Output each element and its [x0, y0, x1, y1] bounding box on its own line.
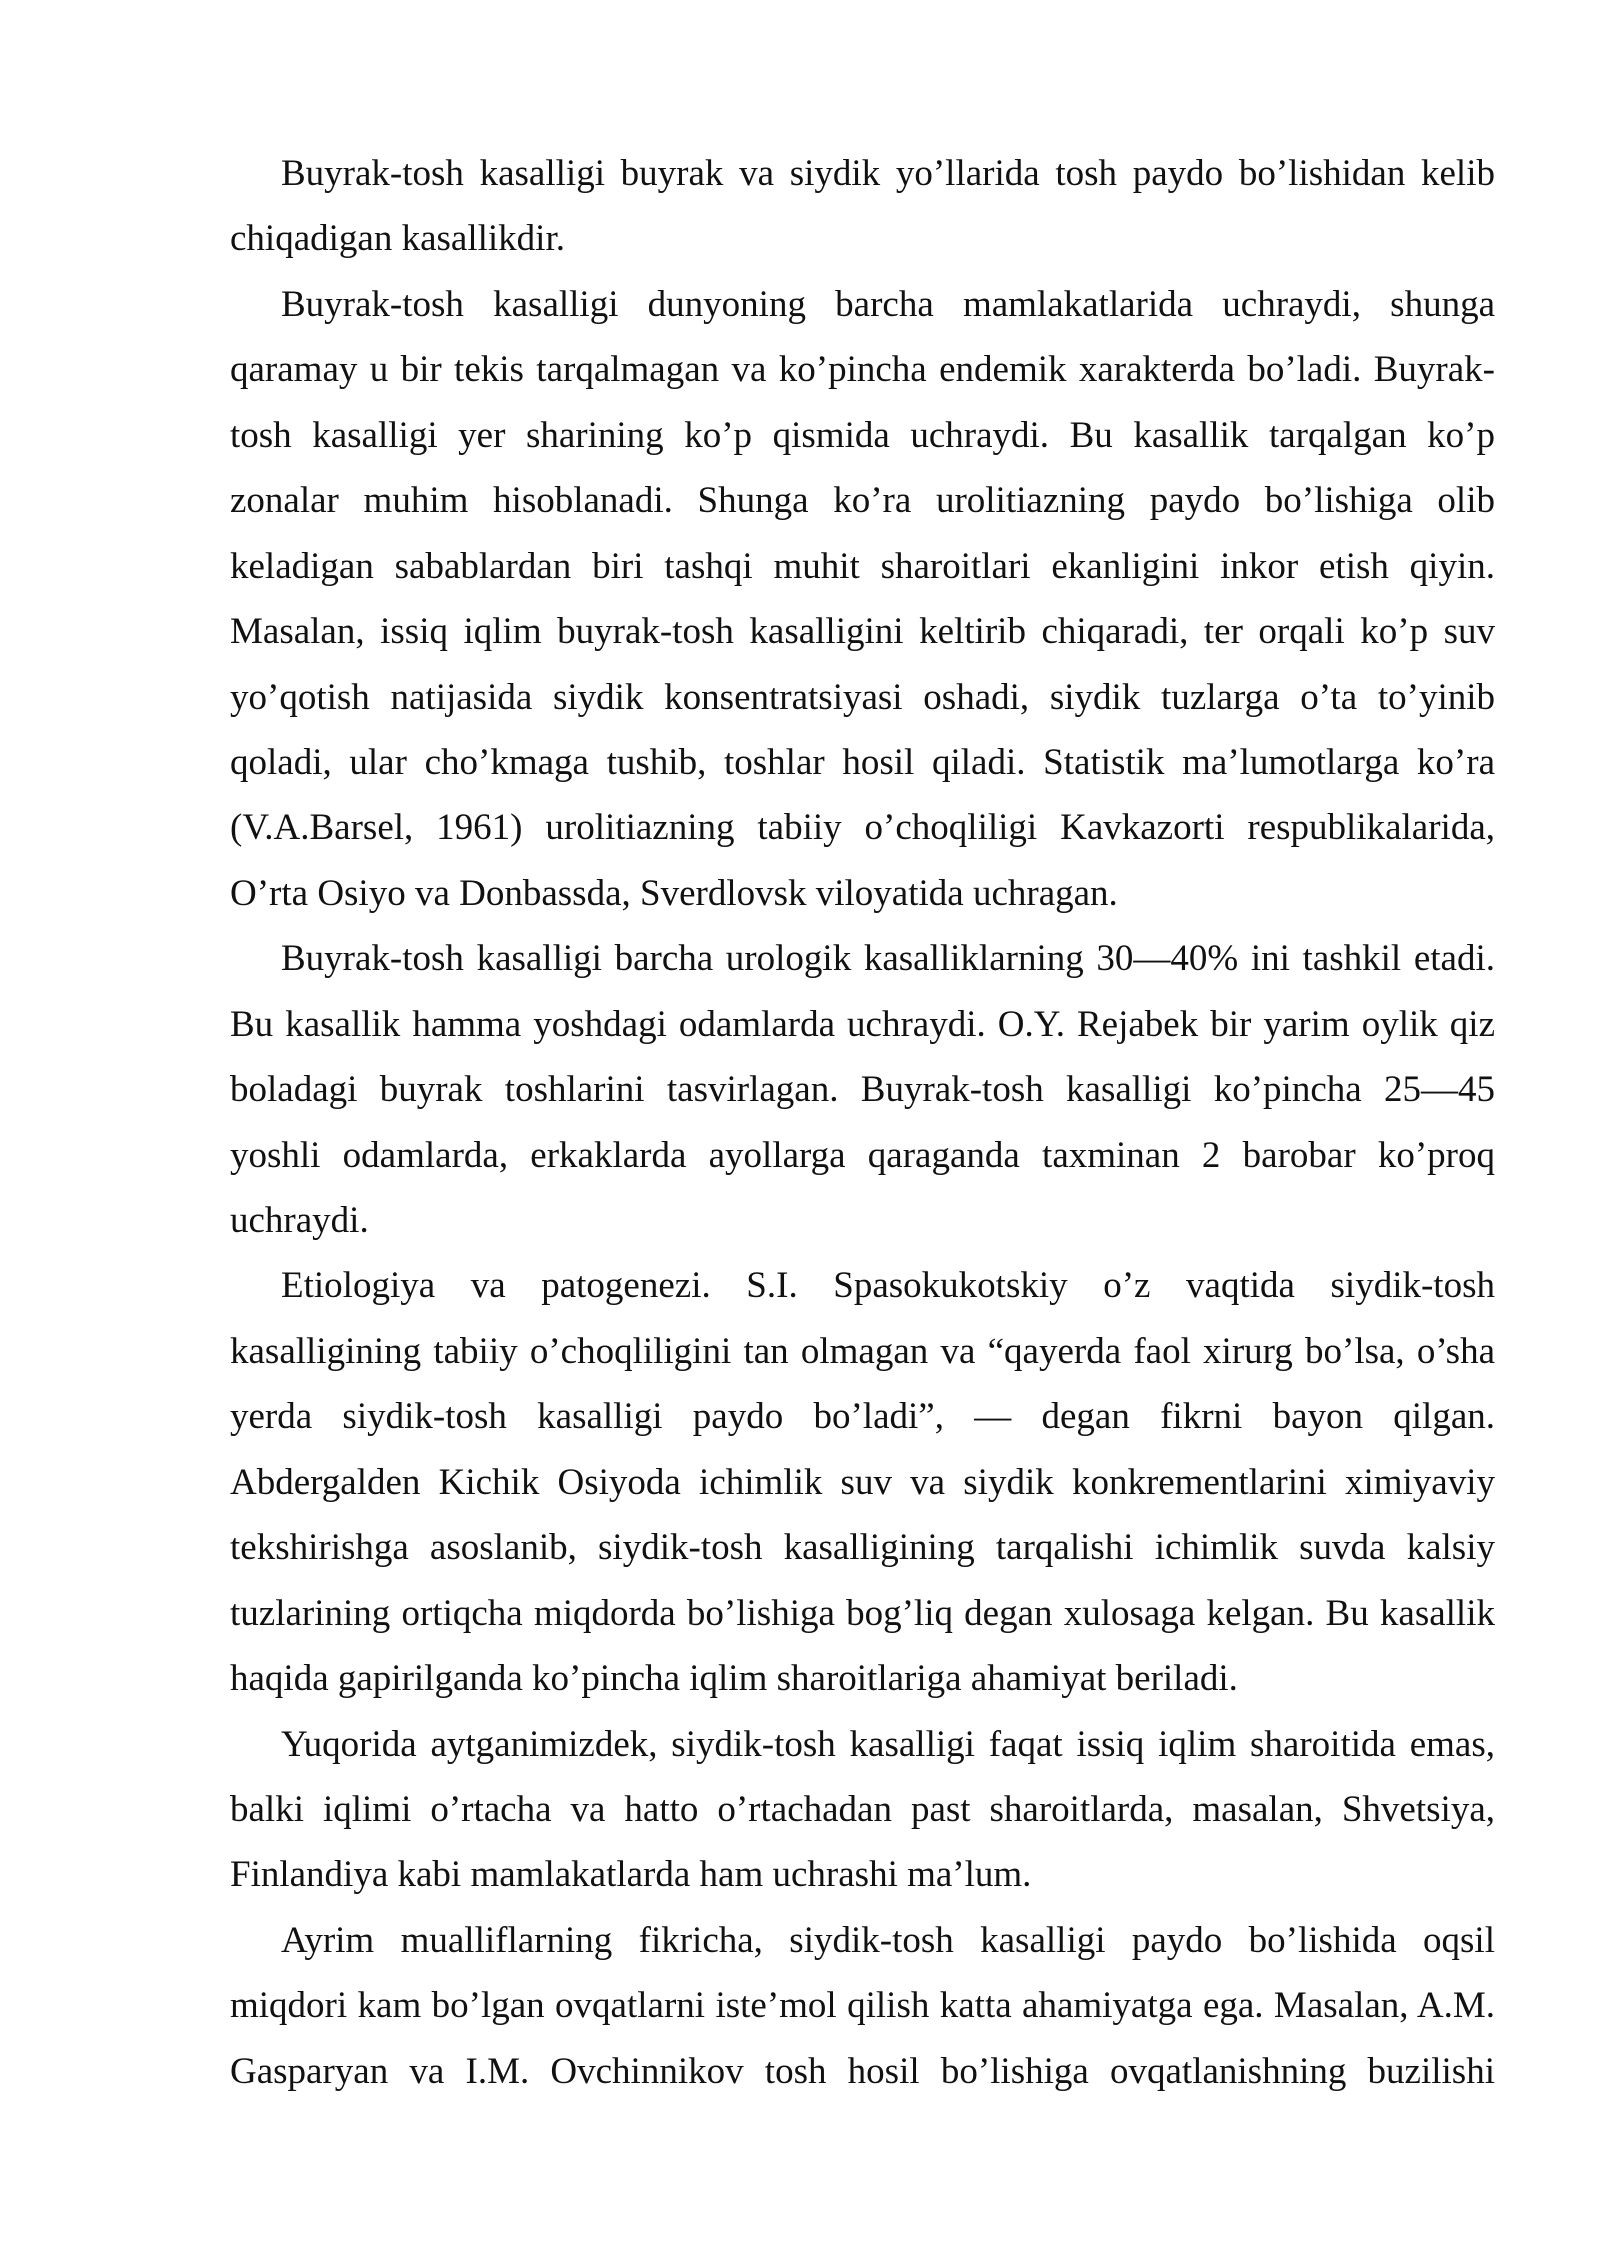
text-line: tuzlarining ortiqcha miqdorda bo’lishiga bog’liq degan xulosaga kelgan. Bu kasallik	[230, 1592, 1495, 1634]
text-line: Masalan, issiq iqlim buyrak-tosh kasalligini keltirib chiqaradi, ter orqali ko’p suv	[230, 611, 1495, 653]
text-line: haqida gapirilganda ko’pincha iqlim sharoitlariga ahamiyat beriladi.	[230, 1658, 1238, 1700]
paragraph-3	[230, 926, 1495, 1253]
text-line: Gasparyan va I.M. Ovchinnikov tosh hosil bo’lishiga ovqatlanishning buzilishi	[230, 2050, 1495, 2092]
text-line: zonalar muhim hisoblanadi. Shunga ko’ra urolitiazning paydo bo’lishiga olib	[230, 480, 1495, 522]
text-line: Abdergalden Kichik Osiyoda ichimlik suv va siydik konkrementlarini ximiyaviy	[230, 1461, 1495, 1503]
text-line: Bu kasallik hamma yoshdagi odamlarda uchraydi. O.Y. Rejabek bir yarim oylik qiz	[230, 1003, 1495, 1045]
text-line: tekshirishga asoslanib, siydik-tosh kasalligining tarqalishi ichimlik suvda kalsiy	[230, 1527, 1495, 1569]
text-line: balki iqlimi o’rtacha va hatto o’rtachadan past sharoitlarda, masalan, Shvetsiya,	[230, 1788, 1495, 1830]
text-line: Buyrak-tosh kasalligi dunyoning barcha mamlakatlarida uchraydi, shunga	[281, 283, 1495, 325]
text-line: keladigan sabablardan biri tashqi muhit sharoitlari ekanligini inkor etish qiyin.	[230, 545, 1495, 587]
text-line: O’rta Osiyo va Donbassda, Sverdlovsk viloyatida uchragan.	[230, 872, 1118, 914]
paragraph-1	[230, 141, 1495, 272]
text-line: Finlandiya kabi mamlakatlarda ham uchrashi ma’lum.	[230, 1854, 1032, 1896]
text-line: yoshli odamlarda, erkaklarda ayollarga qaraganda taxminan 2 barobar ko’proq	[230, 1134, 1495, 1176]
text-line: yerda siydik-tosh kasalligi paydo bo’ladi”, — degan fikrni bayon qilgan.	[230, 1396, 1495, 1438]
paragraph-2	[230, 272, 1495, 926]
text-line: Buyrak-tosh kasalligi barcha urologik kasalliklarning 30—40% ini tashkil etadi.	[281, 938, 1495, 980]
text-line: kasalligining tabiiy o’choqliligini tan olmagan va “qayerda faol xirurg bo’lsa, o’sha	[230, 1330, 1495, 1372]
text-line: uchraydi.	[230, 1200, 369, 1241]
text-line: Buyrak-tosh kasalligi buyrak va siydik yo’llarida tosh paydo bo’lishidan kelib	[281, 153, 1495, 194]
text-line: boladagi buyrak toshlarini tasvirlagan. Buyrak-tosh kasalligi ko’pincha 25—45	[230, 1069, 1495, 1111]
text-line: qaramay u bir tekis tarqalmagan va ko’pincha endemik xarakterda bo’ladi. Buyrak-	[230, 349, 1495, 391]
text-line: tosh kasalligi yer sharining ko’p qismida uchraydi. Bu kasallik tarqalgan ko’p	[230, 414, 1495, 456]
text-line: qoladi, ular cho’kmaga tushib, toshlar hosil qiladi. Statistik ma’lumotlarga ko’ra	[230, 741, 1495, 783]
text-line: (V.A.Barsel, 1961) urolitiazning tabiiy o’choqliligi Kavkazorti respublikalarida,	[230, 807, 1495, 849]
text-line: yo’qotish natijasida siydik konsentratsiyasi oshadi, siydik tuzlarga o’ta to’yinib	[230, 676, 1495, 718]
text-line: Yuqorida aytganimizdek, siydik-tosh kasalligi faqat issiq iqlim sharoitida emas,	[281, 1723, 1495, 1765]
text-line: Ayrim mualliflarning fikricha, siydik-tosh kasalligi paydo bo’lishida oqsil	[281, 1919, 1495, 1961]
text-line: Etiologiya va patogenezi. S.I. Spasokukotskiy o’z vaqtida siydik-tosh	[281, 1265, 1495, 1307]
paragraph-6	[230, 1908, 1495, 2104]
body-text	[230, 141, 1495, 2104]
text-line: miqdori kam bo’lgan ovqatlarni iste’mol qilish katta ahamiyatga ega. Masalan, A.M.	[230, 1985, 1495, 2027]
paragraph-5	[230, 1712, 1495, 1908]
text-line: chiqadigan kasallikdir.	[230, 218, 565, 260]
paragraph-4	[230, 1253, 1495, 1711]
